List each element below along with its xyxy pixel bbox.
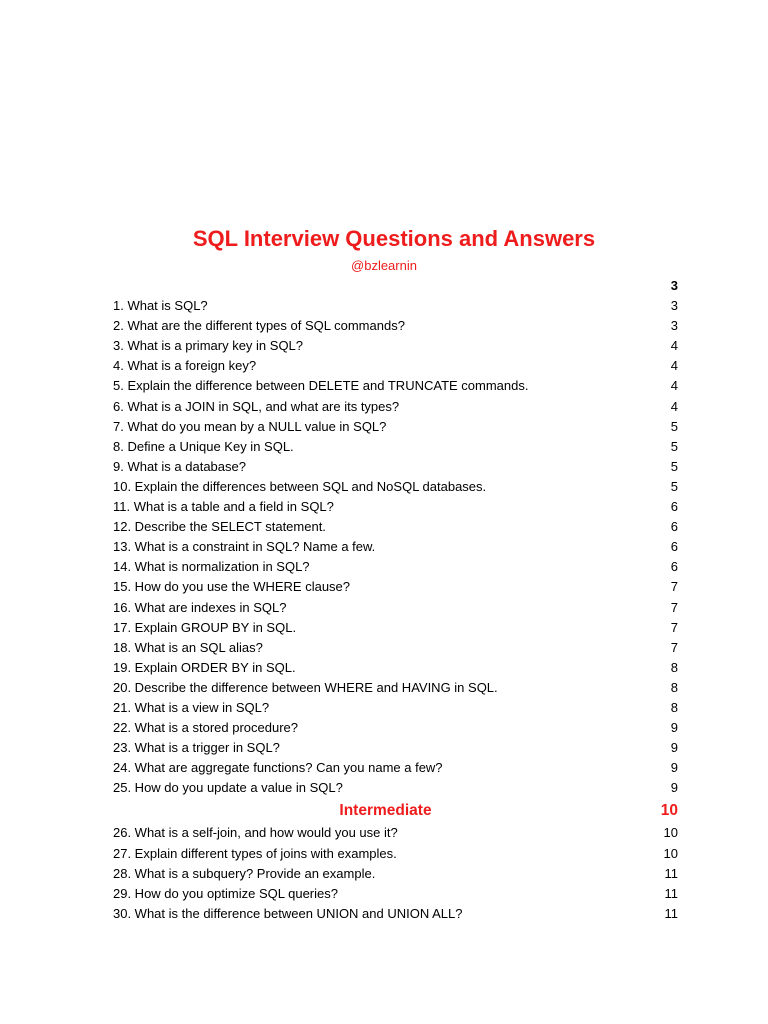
toc-entry-page: 5 <box>670 418 678 434</box>
toc-entry-page: 7 <box>670 619 678 635</box>
toc-entry-page: 10 <box>663 845 678 861</box>
toc-intermediate-list <box>113 823 678 923</box>
table-of-contents <box>113 276 678 924</box>
section-page: 10 <box>660 802 678 820</box>
toc-entry[interactable] <box>113 618 678 638</box>
toc-entry-text: 5. Explain the difference between DELETE and TRUNCATE commands. <box>113 378 529 394</box>
toc-entry[interactable] <box>113 316 678 336</box>
toc-entry-text: 3. What is a primary key in SQL? <box>113 338 304 354</box>
toc-entry-text: 12. Describe the SELECT statement. <box>113 519 326 535</box>
toc-entry-text: 8. Define a Unique Key in SQL. <box>113 438 294 454</box>
toc-entry-page: 7 <box>670 639 678 655</box>
toc-entry-text: 2. What are the different types of SQL commands? <box>113 318 405 334</box>
toc-entry-text: 20. Describe the difference between WHERE and HAVING in SQL. <box>113 679 498 695</box>
toc-entry-text: 11. What is a table and a field in SQL? <box>113 499 334 515</box>
section-title: Intermediate <box>339 802 432 820</box>
toc-entry[interactable] <box>113 577 678 597</box>
toc-entry-page: 5 <box>670 438 678 454</box>
toc-entry[interactable] <box>113 864 678 884</box>
toc-entry-page: 7 <box>670 579 678 595</box>
toc-entry[interactable] <box>113 718 678 738</box>
toc-entry[interactable] <box>113 758 678 778</box>
toc-entry-text: 24. What are aggregate functions? Can you name a few? <box>113 760 443 776</box>
toc-entry[interactable] <box>113 417 678 437</box>
toc-entry-text: 23. What is a trigger in SQL? <box>113 740 280 756</box>
toc-entry-text: 25. How do you update a value in SQL? <box>113 780 343 796</box>
toc-entry[interactable] <box>113 517 678 537</box>
toc-section-intermediate[interactable] <box>113 798 678 823</box>
toc-entry-text: 15. How do you use the WHERE clause? <box>113 579 351 595</box>
toc-entry-text: 27. Explain different types of joins with examples. <box>113 845 397 861</box>
toc-entry[interactable] <box>113 376 678 396</box>
toc-entry-page: 11 <box>664 905 678 921</box>
toc-heading-row <box>113 276 678 296</box>
toc-entry-page: 8 <box>670 679 678 695</box>
toc-entry-text: 17. Explain GROUP BY in SQL. <box>113 619 297 635</box>
toc-entry-page: 6 <box>670 539 678 555</box>
toc-entry-page: 4 <box>670 378 678 394</box>
toc-entry-text: 4. What is a foreign key? <box>113 358 257 374</box>
toc-entry-page: 5 <box>670 478 678 494</box>
toc-entry[interactable] <box>113 356 678 376</box>
toc-entry-text: 30. What is the difference between UNION and UNION ALL? <box>113 905 463 921</box>
toc-entry-page: 5 <box>670 458 678 474</box>
toc-entry[interactable] <box>113 844 678 864</box>
toc-entry-page: 9 <box>670 780 678 796</box>
toc-entry[interactable] <box>113 537 678 557</box>
toc-entry-page: 8 <box>670 659 678 675</box>
toc-entry[interactable] <box>113 778 678 798</box>
toc-entry-page: 6 <box>670 499 678 515</box>
toc-entry-page: 3 <box>670 298 678 314</box>
toc-entry-text: 9. What is a database? <box>113 458 246 474</box>
toc-entry-text: 18. What is an SQL alias? <box>113 639 263 655</box>
toc-entry[interactable] <box>113 658 678 678</box>
toc-entry-text: 1. What is SQL? <box>113 298 208 314</box>
toc-entry[interactable] <box>113 904 678 924</box>
toc-entry[interactable] <box>113 557 678 577</box>
toc-entry-text: 19. Explain ORDER BY in SQL. <box>113 659 296 675</box>
toc-entry-page: 9 <box>670 740 678 756</box>
toc-entry-text: 10. Explain the differences between SQL and NoSQL databases. <box>113 478 487 494</box>
toc-entry-page: 10 <box>663 825 678 841</box>
toc-entry-page: 9 <box>670 760 678 776</box>
toc-entry-text: 16. What are indexes in SQL? <box>113 599 287 615</box>
toc-entry[interactable] <box>113 437 678 457</box>
toc-entry[interactable] <box>113 678 678 698</box>
toc-entry-page: 4 <box>670 398 678 414</box>
toc-heading-page: 3 <box>670 278 678 293</box>
toc-entry[interactable] <box>113 457 678 477</box>
toc-entry-text: 22. What is a stored procedure? <box>113 720 298 736</box>
toc-entry-page: 9 <box>670 720 678 736</box>
author-handle: @bzlearnin <box>351 258 417 273</box>
toc-entry[interactable] <box>113 884 678 904</box>
toc-entry-page: 4 <box>670 358 678 374</box>
toc-entry[interactable] <box>113 497 678 517</box>
toc-entry-page: 8 <box>670 699 678 715</box>
toc-entry[interactable] <box>113 738 678 758</box>
toc-entry-text: 14. What is normalization in SQL? <box>113 559 310 575</box>
toc-entry[interactable] <box>113 477 678 497</box>
toc-entry-page: 4 <box>670 338 678 354</box>
toc-entry-page: 11 <box>664 865 678 881</box>
toc-entry[interactable] <box>113 698 678 718</box>
toc-entry-page: 3 <box>670 318 678 334</box>
toc-entry-page: 6 <box>670 559 678 575</box>
toc-entry[interactable] <box>113 823 678 843</box>
toc-entry[interactable] <box>113 638 678 658</box>
toc-entry-text: 7. What do you mean by a NULL value in SQL? <box>113 418 387 434</box>
toc-entry[interactable] <box>113 598 678 618</box>
toc-entry-text: 6. What is a JOIN in SQL, and what are its types? <box>113 398 400 414</box>
toc-entry-text: 29. How do you optimize SQL queries? <box>113 885 338 901</box>
toc-entry-page: 6 <box>670 519 678 535</box>
toc-entry-text: 13. What is a constraint in SQL? Name a few. <box>113 539 376 555</box>
toc-entry-text: 21. What is a view in SQL? <box>113 699 270 715</box>
document-title: SQL Interview Questions and Answers <box>192 226 596 251</box>
toc-entry-page: 11 <box>664 885 678 901</box>
toc-entry-text: 28. What is a subquery? Provide an example. <box>113 865 376 881</box>
toc-entry[interactable] <box>113 296 678 316</box>
toc-entry-text: 26. What is a self-join, and how would you use it? <box>113 825 398 841</box>
toc-entry[interactable] <box>113 336 678 356</box>
toc-basic-list <box>113 296 678 798</box>
toc-entry[interactable] <box>113 397 678 417</box>
toc-entry-page: 7 <box>670 599 678 615</box>
